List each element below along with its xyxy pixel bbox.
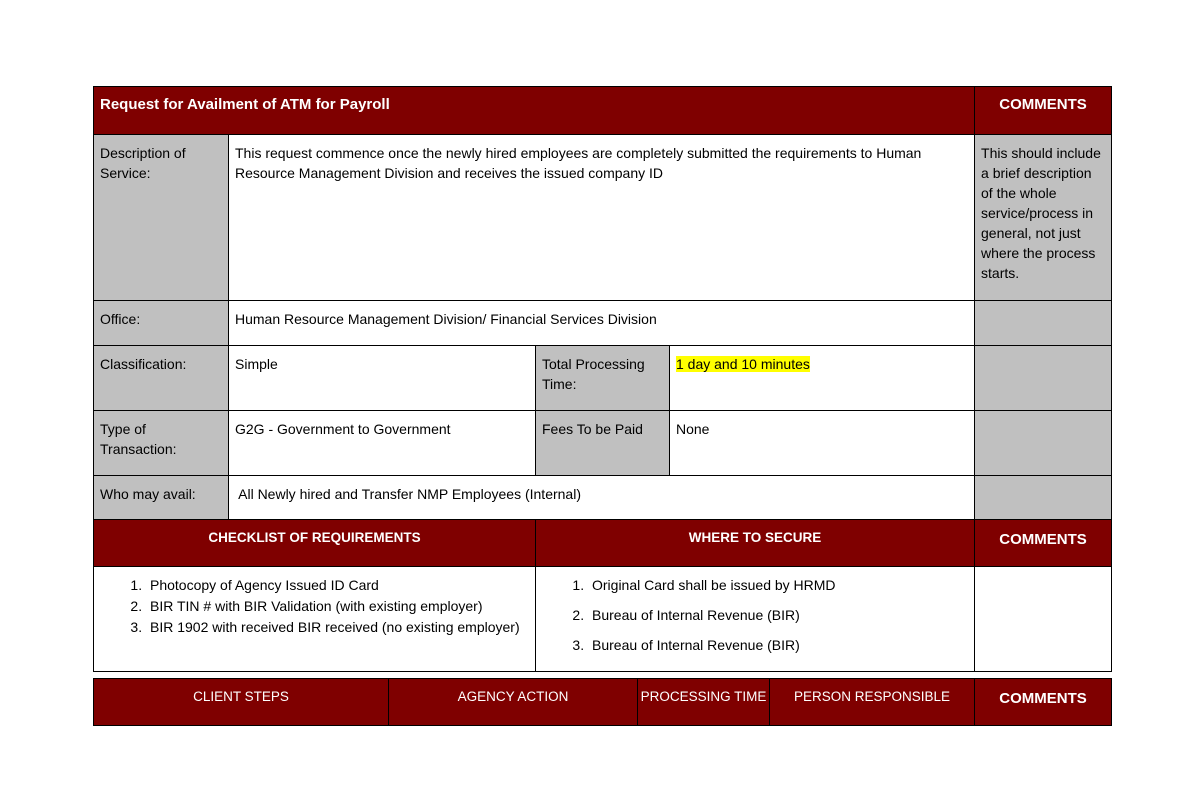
transaction-value: G2G - Government to Government [229,411,536,476]
secure-item: 3. Bureau of Internal Revenue (BIR) [588,635,974,655]
person-responsible-header: PERSON RESPONSIBLE [770,678,975,725]
processing-time-cell [670,346,975,411]
fees-value: None [670,411,975,476]
service-info-table [93,86,1112,520]
description-value: This request commence once the newly hired employees are completely submitted the requirements to Human Resource Management Division and receives the issued company ID [229,135,975,301]
processing-time-header: PROCESSING TIME [638,678,770,725]
requirements-table [93,519,1112,672]
secure-item: 1. Original Card shall be issued by HRMD [588,575,974,595]
fees-label: Fees To be Paid [536,411,670,476]
checklist-item: 2. BIR TIN # with BIR Validation (with existing employer) [146,596,535,617]
requirements-comment [975,566,1112,671]
secure-cell [536,566,975,671]
classification-label: Classification: [94,346,229,411]
office-value: Human Resource Management Division/ Financial Services Division [229,301,975,346]
secure-item: 2. Bureau of Internal Revenue (BIR) [588,605,974,625]
steps-comments-header: COMMENTS [975,678,1112,725]
checklist-header: CHECKLIST OF REQUIREMENTS [94,519,536,566]
who-value: All Newly hired and Transfer NMP Employees (Internal) [229,476,975,520]
checklist-item: 3. BIR 1902 with received BIR received (no existing employer) [146,617,535,638]
who-comment [975,476,1112,520]
checklist-cell [94,566,536,671]
service-document [93,86,1111,726]
secure-list [536,567,974,655]
checklist-list [94,567,535,638]
where-to-secure-header: WHERE TO SECURE [536,519,975,566]
description-comment: This should include a brief description of the whole service/process in general, not just where the process starts. [975,135,1112,301]
transaction-label: Type of Transaction: [94,411,229,476]
agency-action-header: AGENCY ACTION [389,678,638,725]
client-steps-header: CLIENT STEPS [94,678,389,725]
requirements-comments-header: COMMENTS [975,519,1112,566]
transaction-comment [975,411,1112,476]
service-title: Request for Availment of ATM for Payroll [94,87,975,135]
processing-time-value: 1 day and 10 minutes [676,356,810,372]
classification-comment [975,346,1112,411]
comments-header: COMMENTS [975,87,1112,135]
steps-table [93,678,1112,726]
office-label: Office: [94,301,229,346]
description-label: Description of Service: [94,135,229,301]
processing-time-label: Total Processing Time: [536,346,670,411]
checklist-item: 1. Photocopy of Agency Issued ID Card [146,575,535,596]
who-label: Who may avail: [94,476,229,520]
office-comment [975,301,1112,346]
classification-value: Simple [229,346,536,411]
